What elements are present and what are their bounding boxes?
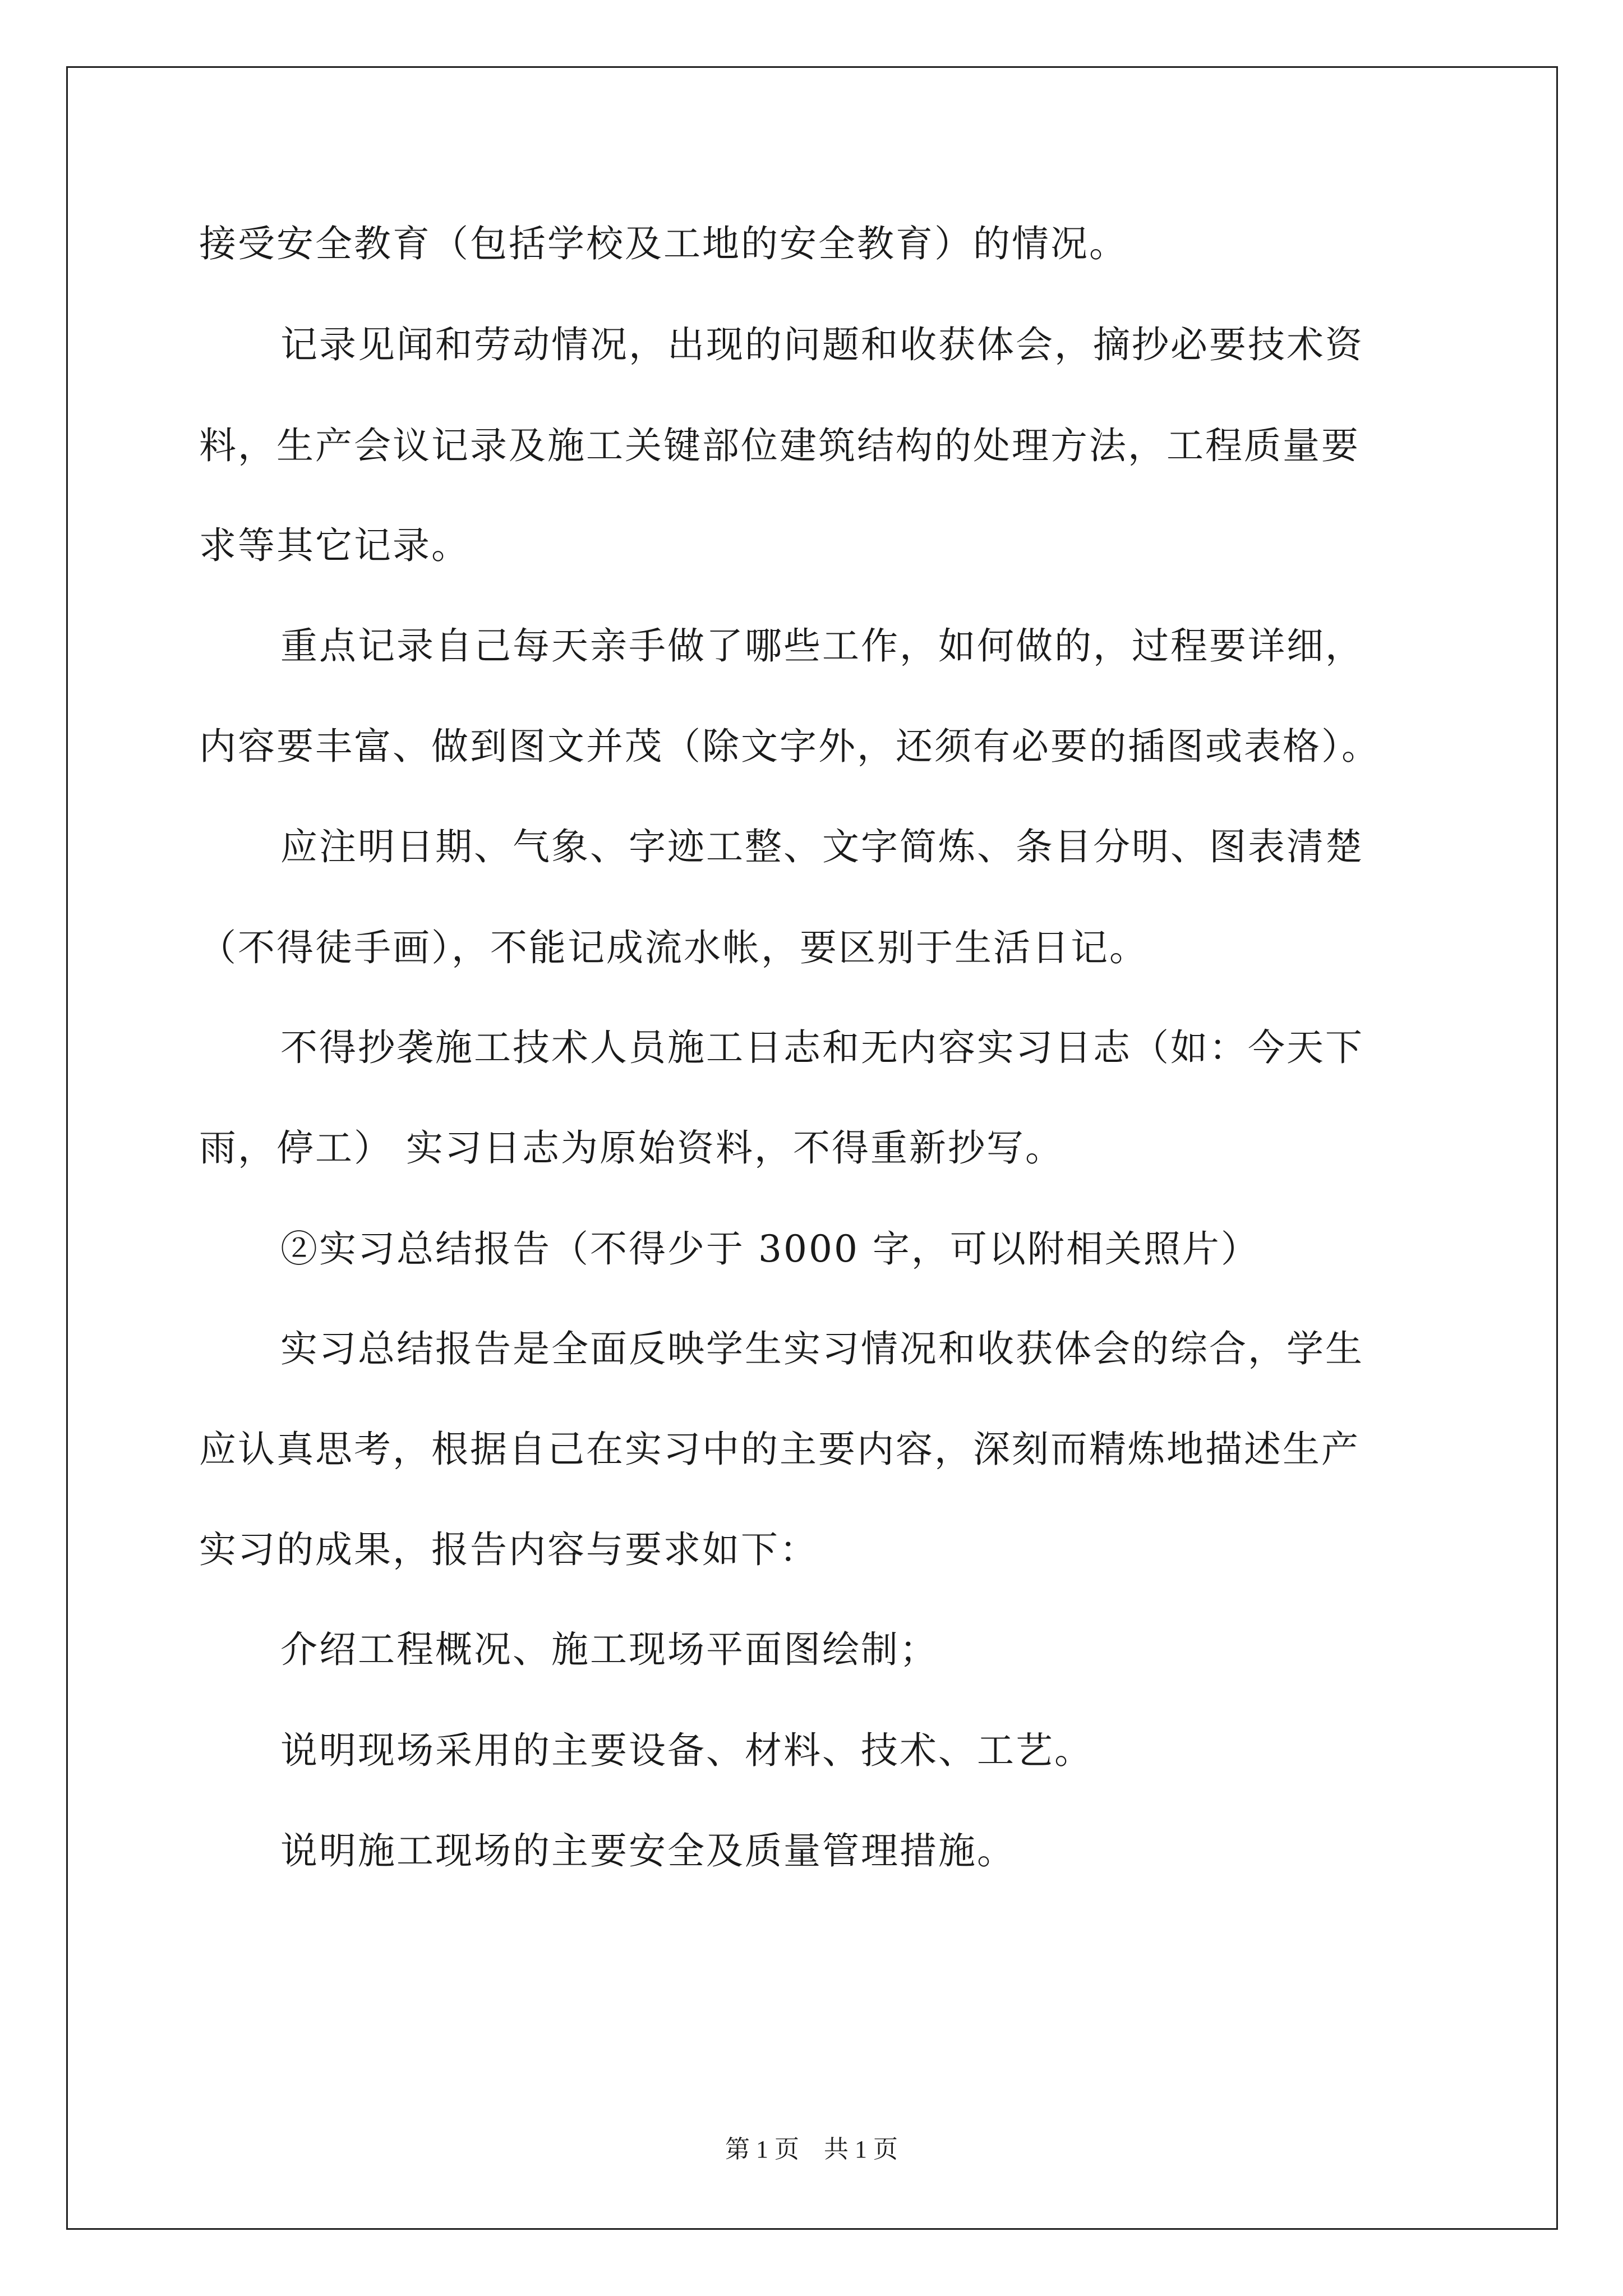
text-line: 不得抄袭施工技术人员施工日志和无内容实习日志（如：今天下 bbox=[280, 1026, 1364, 1069]
text-line: 记录见闻和劳动情况，出现的问题和收获体会，摘抄必要技术资 bbox=[280, 323, 1364, 366]
text-line: 接受安全教育（包括学校及工地的安全教育）的情况。 bbox=[199, 222, 1128, 265]
text-line: 实习总结报告是全面反映学生实习情况和收获体会的综合，学生 bbox=[280, 1327, 1364, 1370]
text-line: 应注明日期、气象、字迹工整、文字简炼、条目分明、图表清楚 bbox=[280, 825, 1364, 868]
text-line: 说明现场采用的主要设备、材料、技术、工艺。 bbox=[280, 1729, 1093, 1772]
text-line: ②实习总结报告（不得少于 3000 字，可以附相关照片） bbox=[280, 1227, 1260, 1271]
text-line: 雨，停工） 实习日志为原始资料，不得重新抄写。 bbox=[199, 1126, 1064, 1170]
text-line: 料，生产会议记录及施工关键部位建筑结构的处理方法，工程质量要 bbox=[199, 424, 1360, 467]
text-line: 重点记录自己每天亲手做了哪些工作，如何做的，过程要详细， bbox=[280, 624, 1364, 668]
page-number-footer: 第 1 页 共 1 页 bbox=[725, 2136, 898, 2163]
text-line: 应认真思考，根据自己在实习中的主要内容，深刻而精炼地描述生产 bbox=[199, 1428, 1360, 1471]
text-line: 介绍工程概况、施工现场平面图绘制； bbox=[280, 1628, 938, 1671]
text-line: 内容要丰富、做到图文并茂（除文字外，还须有必要的插图或表格）。 bbox=[199, 725, 1380, 768]
text-line: 求等其它记录。 bbox=[199, 524, 470, 567]
text-line: 说明施工现场的主要安全及质量管理措施。 bbox=[280, 1829, 1016, 1872]
text-line: （不得徒手画），不能记成流水帐，要区别于生活日记。 bbox=[199, 926, 1148, 969]
text-line: 实习的成果，报告内容与要求如下： bbox=[199, 1528, 818, 1571]
